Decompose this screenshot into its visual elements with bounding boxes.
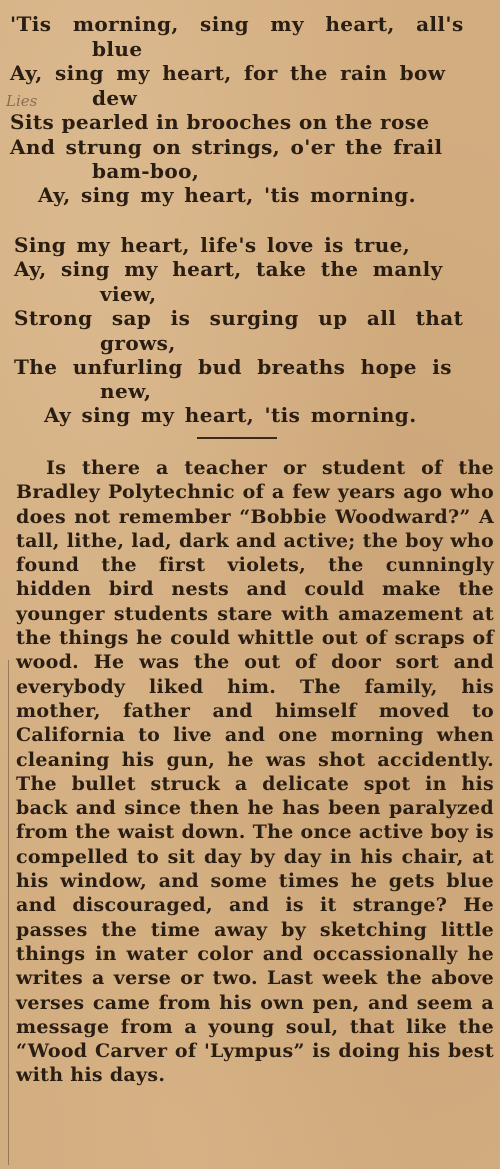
poem-line: The unfurling bud breaths hope is bbox=[14, 355, 452, 379]
poem-line: Ay sing my heart, 'tis morning. bbox=[44, 403, 417, 427]
article-body: Is there a teacher or student of the Bradley Polytechnic of a few years ago who does not remember “Bobbie Woodward?” A tall, lithe, lad, dark and active; the boy who found the first violets, the cunningly hidden bird nests and could make the younger students stare with amazement at the things he could whittle out of scraps of wood. He was the out of door sort and everybody liked him. The family, his mother, father and himself moved to California to live and one morning when cleaning his gun, he was shot accidently. The bullet struck a delicate spot in his back and since then he has been paralyzed from the waist down. The once active boy is compelled to sit day by day in his chair, at his window, and some times he gets blue and discouraged, and is it strange? He passes the time away by sketching little things in water color and occassionally he writes a verse or two. Last week the above verses came from his own pen, and seem a message from a young soul, that like the “Wood Carver of 'Lympus” is doing his best with his days. bbox=[16, 457, 494, 1087]
poem-line: new, bbox=[100, 379, 152, 403]
column-rule bbox=[8, 660, 9, 1165]
poem-line: dew bbox=[92, 86, 138, 110]
poem-line: And strung on strings, o'er the frail bbox=[10, 135, 443, 159]
poem-line: Ay, sing my heart, 'tis morning. bbox=[38, 183, 417, 207]
poem-line: bam-boo, bbox=[92, 159, 200, 183]
poem-line: 'Tis morning, sing my heart, all's bbox=[10, 12, 464, 36]
poem-line: view, bbox=[100, 282, 157, 306]
poem-line: Strong sap is surging up all that bbox=[14, 306, 464, 330]
poem-line: Sits pearled in brooches on the rose bbox=[10, 110, 430, 134]
handwritten-note: Lies bbox=[6, 92, 38, 110]
poem-line: grows, bbox=[100, 331, 176, 355]
poem-line: blue bbox=[92, 37, 143, 61]
section-divider bbox=[197, 437, 277, 439]
poem-line: Ay, sing my heart, for the rain bow bbox=[10, 61, 446, 85]
poem-line: Ay, sing my heart, take the manly bbox=[14, 257, 443, 281]
poem-line: Sing my heart, life's love is true, bbox=[14, 233, 411, 257]
